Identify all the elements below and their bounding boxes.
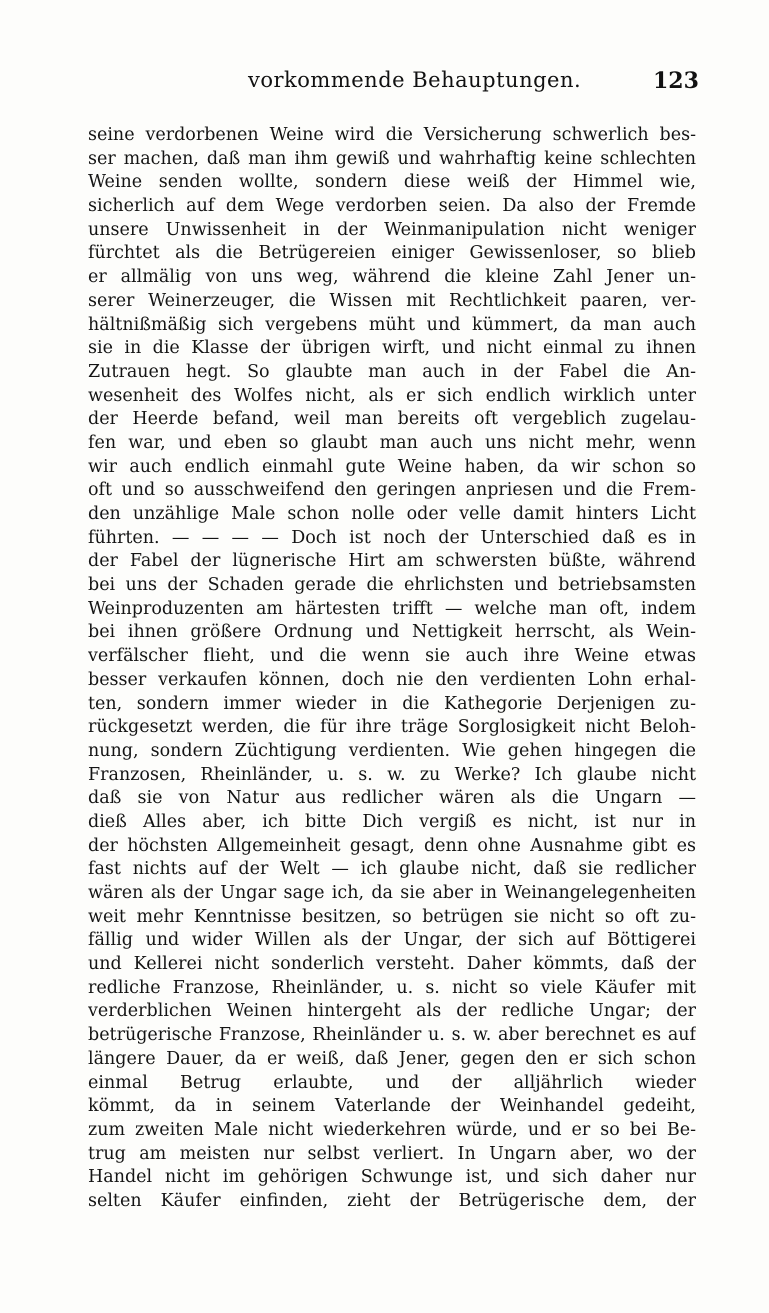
text-line: er allmälig von uns weg, während die kleine Zahl Jener un- — [88, 267, 696, 288]
text-line: sie in die Klasse der übrigen wirft, und nicht einmal zu ihnen — [88, 338, 696, 359]
text-line: zum zweiten Male nicht wiederkehren würde, und er so bei Be- — [88, 1119, 696, 1140]
text-line: wir auch endlich einmahl gute Weine haben, da wir schon so — [88, 456, 696, 477]
text-line: der Fabel der lügnerische Hirt am schwersten büßte, während — [88, 551, 696, 572]
text-line: wesenheit des Wolfes nicht, als er sich endlich wirklich unter — [88, 385, 696, 406]
text-line: Zutrauen hegt. So glaubte man auch in der Fabel die An- — [88, 361, 696, 382]
running-title: vorkommende Behauptungen. — [248, 68, 582, 92]
text-line: dieß Alles aber, ich bitte Dich vergiß es nicht, ist nur in — [88, 811, 696, 832]
text-line: ten, sondern immer wieder in die Kathegorie Derjenigen zu- — [88, 693, 696, 714]
text-line: führten. — — — — Doch ist noch der Unterschied daß es in — [88, 527, 696, 548]
text-line: fürchtet als die Betrügereien einiger Gewissenloser, so blieb — [88, 243, 696, 264]
running-head — [0, 68, 769, 104]
text-line: bei ihnen größere Ordnung und Nettigkeit herrscht, als Wein- — [88, 622, 696, 643]
text-line: der höchsten Allgemeinheit gesagt, denn ohne Ausnahme gibt es — [88, 835, 696, 856]
text-line: fast nichts auf der Welt — ich glaube nicht, daß sie redlicher — [88, 859, 696, 880]
text-line: Weinproduzenten am härtesten trifft — welche man oft, indem — [88, 598, 696, 619]
text-line: fällig und wider Willen als der Ungar, der sich auf Böttigerei — [88, 930, 696, 951]
text-line: selten Käufer einfinden, zieht der Betrügerische dem, der — [88, 1190, 696, 1211]
page-number: 123 — [653, 68, 699, 94]
text-line: Weine senden wollte, sondern diese weiß der Himmel wie, — [88, 172, 696, 193]
text-line: Franzosen, Rheinländer, u. s. w. zu Werke? Ich glaube nicht — [88, 764, 696, 785]
text-line: einmal Betrug erlaubte, und der alljährlich wieder — [88, 1072, 696, 1093]
text-line: verderblichen Weinen hintergeht als der redliche Ungar; der — [88, 1001, 696, 1022]
text-line: bei uns der Schaden gerade die ehrlichsten und betriebsamsten — [88, 575, 696, 596]
text-line: den unzählige Male schon nolle oder velle damit hinters Licht — [88, 504, 696, 524]
text-line: der Heerde befand, weil man bereits oft vergeblich zugelau- — [88, 409, 696, 430]
text-line: betrügerische Franzose, Rheinländer u. s. w. aber berechnet es auf — [88, 1025, 696, 1046]
body-text — [88, 124, 696, 1214]
text-line: serer Weinerzeuger, die Wissen mit Rechtlichkeit paaren, ver- — [88, 290, 696, 311]
text-line: weit mehr Kenntnisse besitzen, so betrügen sie nicht so oft zu- — [88, 906, 696, 927]
text-line: daß sie von Natur aus redlicher wären als die Ungarn — — [88, 788, 696, 809]
text-line: längere Dauer, da er weiß, daß Jener, gegen den er sich schon — [88, 1048, 696, 1069]
text-line: verfälscher flieht, und die wenn sie auch ihre Weine etwas — [88, 646, 696, 667]
text-line: Handel nicht im gehörigen Schwunge ist, und sich daher nur — [88, 1167, 696, 1188]
text-line: und Kellerei nicht sonderlich versteht. Daher kömmts, daß der — [88, 954, 696, 975]
text-line: wären als der Ungar sage ich, da sie aber in Weinangelegenheiten — [88, 883, 696, 903]
text-line: ser machen, daß man ihm gewiß und wahrhaftig keine schlechten — [88, 148, 696, 169]
text-line: rückgesetzt werden, die für ihre träge Sorglosigkeit nicht Beloh- — [88, 717, 696, 738]
text-line: redliche Franzose, Rheinländer, u. s. nicht so viele Käufer mit — [88, 977, 696, 998]
text-line: besser verkaufen können, doch nie den verdienten Lohn erhal- — [88, 669, 696, 690]
text-line: unsere Unwissenheit in der Weinmanipulation nicht weniger — [88, 219, 696, 240]
text-line: kömmt, da in seinem Vaterlande der Weinhandel gedeiht, — [88, 1096, 696, 1117]
text-line: sicherlich auf dem Wege verdorben seien. Da also der Fremde — [88, 196, 696, 217]
text-line: hältnißmäßig sich vergebens müht und kümmert, da man auch — [88, 314, 696, 335]
text-line: nung, sondern Züchtigung verdienten. Wie gehen hingegen die — [88, 740, 696, 761]
text-line: oft und so ausschweifend den geringen anpriesen und die Frem- — [88, 480, 696, 501]
text-line: seine verdorbenen Weine wird die Versicherung schwerlich bes- — [88, 125, 696, 145]
text-line: fen war, und eben so glaubt man auch uns nicht mehr, wenn — [88, 432, 696, 453]
text-line: trug am meisten nur selbst verliert. In Ungarn aber, wo der — [88, 1143, 696, 1164]
